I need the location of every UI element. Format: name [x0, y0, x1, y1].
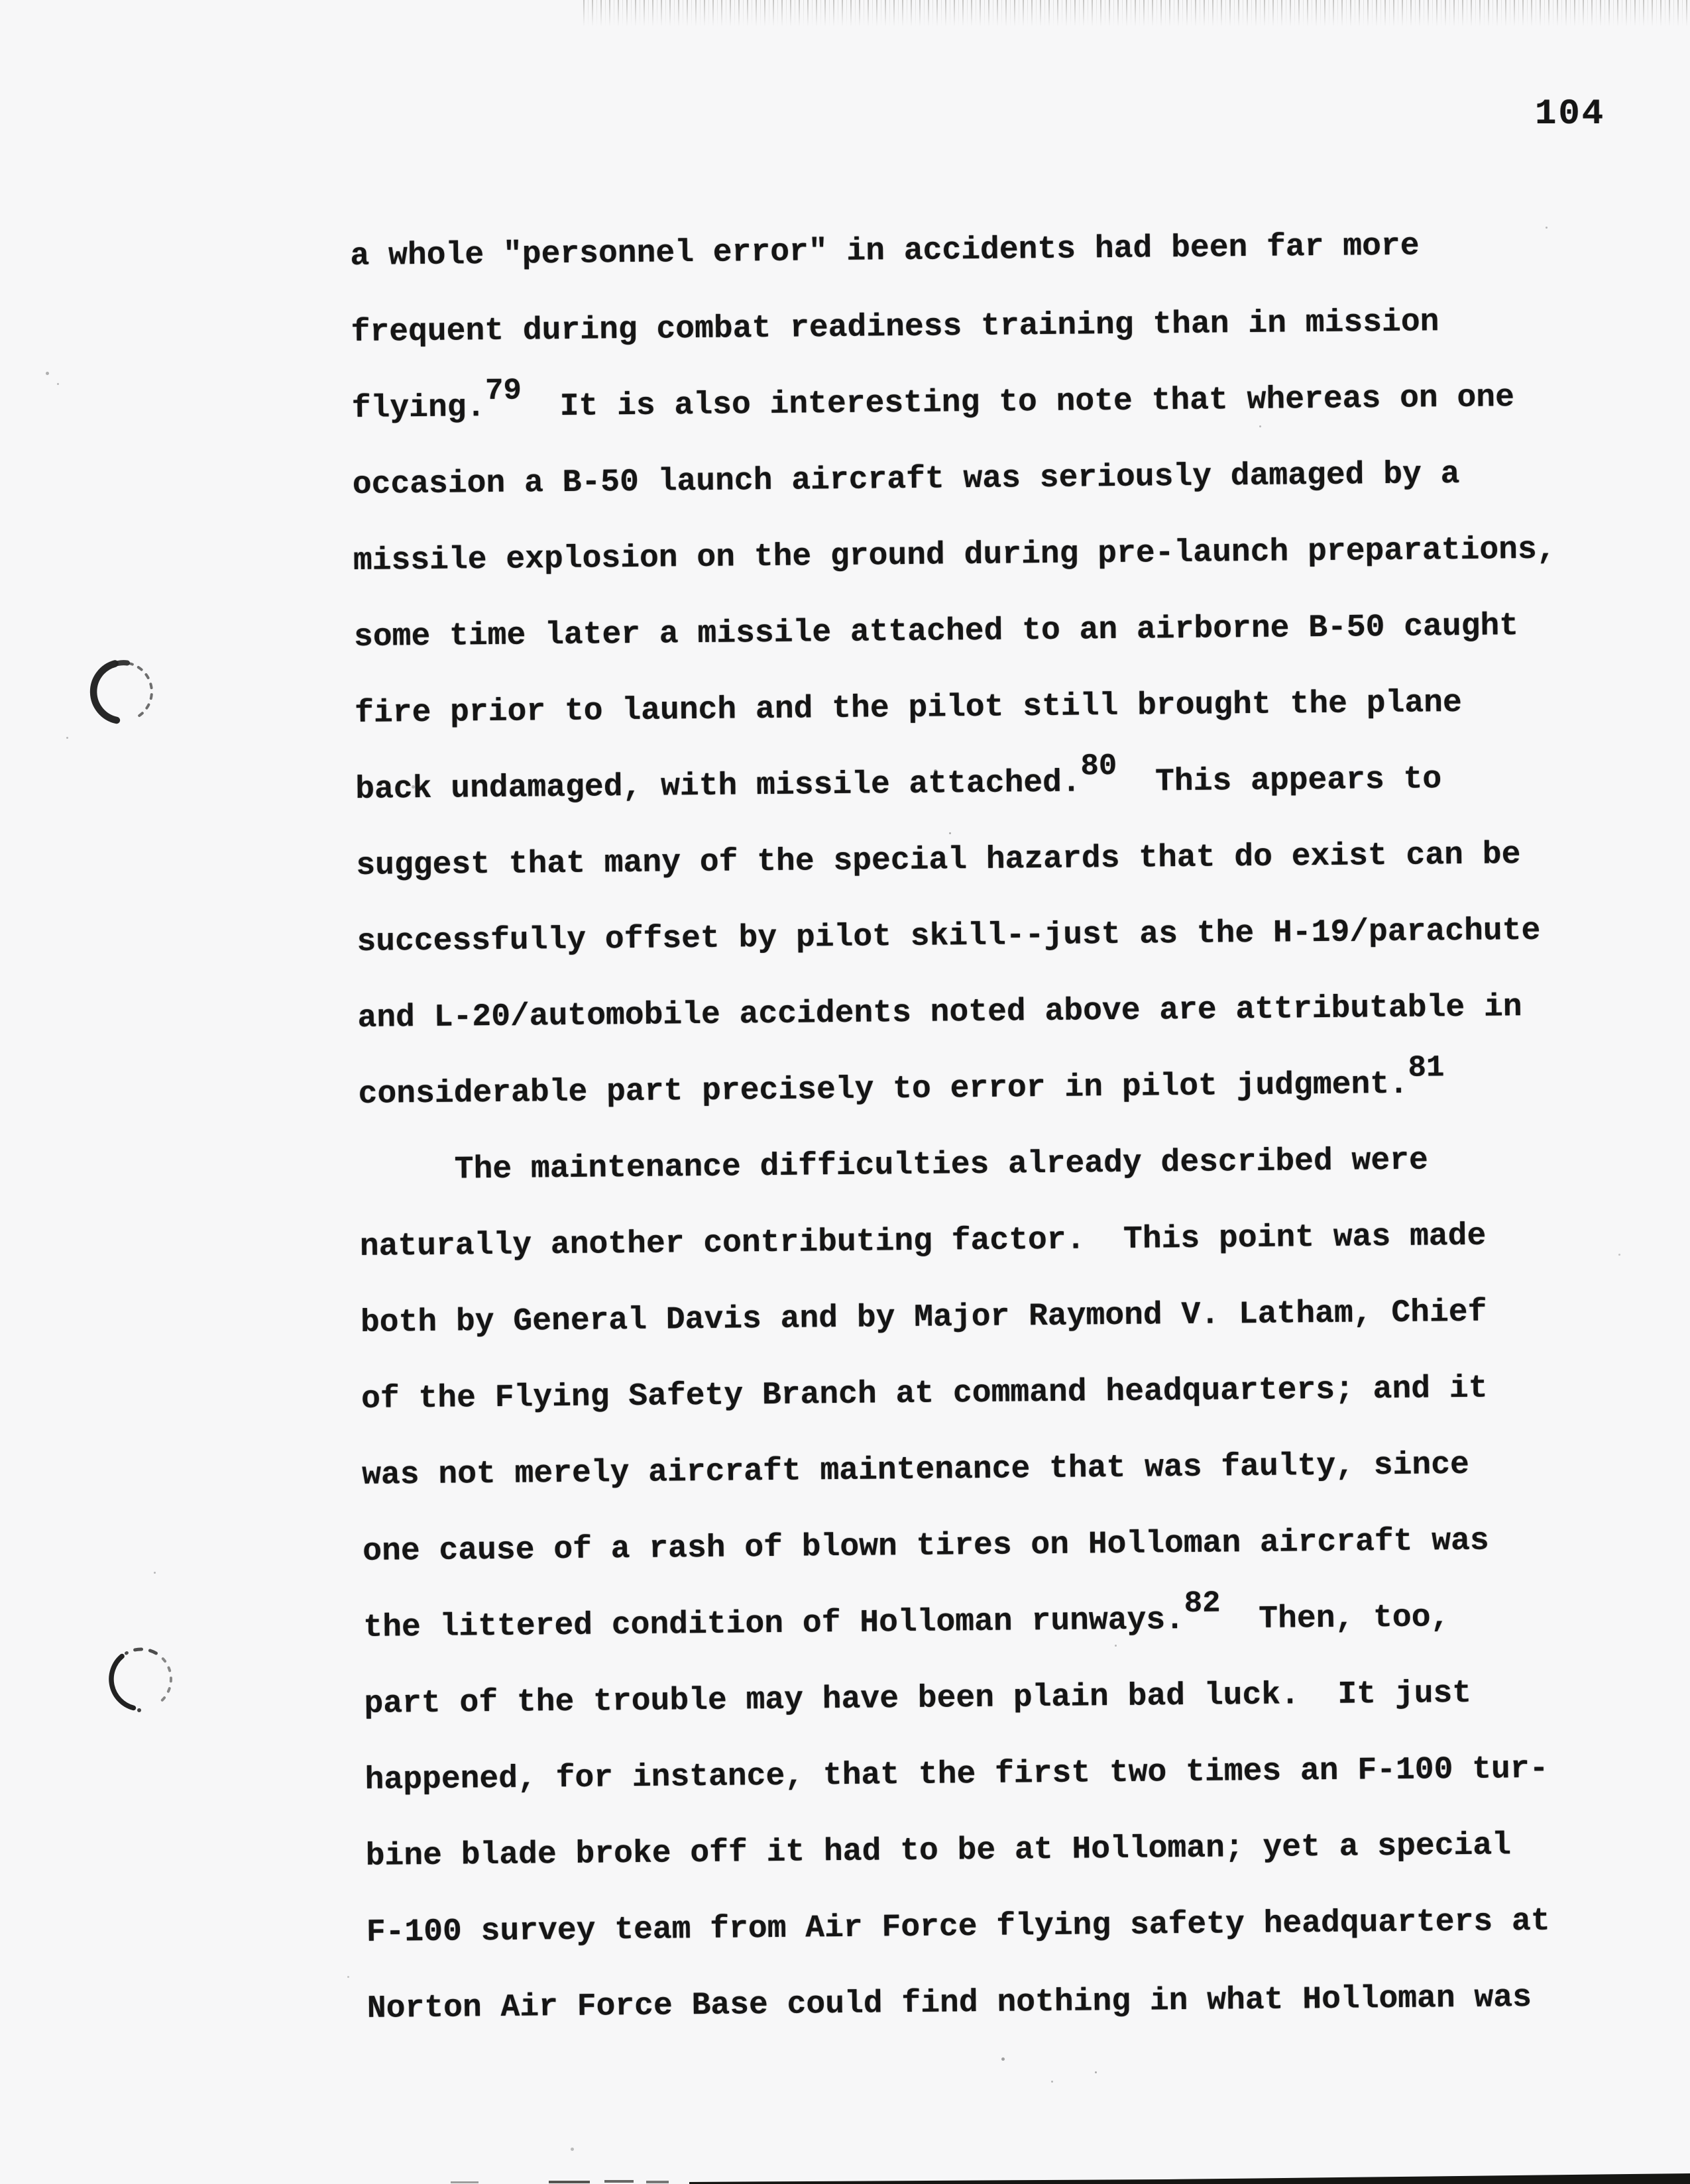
- ring-mark-2: [105, 1643, 184, 1723]
- text-line: [362, 1426, 1622, 1514]
- text-line: [359, 1121, 1618, 1209]
- text-segment: some time later a missile attached to an airborne B-50 caught: [353, 608, 1519, 655]
- text-line: [365, 1731, 1624, 1819]
- footnote-reference: 82: [1184, 1586, 1221, 1621]
- text-line: [366, 1959, 1626, 2048]
- text-line: [351, 359, 1611, 447]
- text-line: [363, 1502, 1622, 1590]
- text-segment: naturally another contributing factor. This point was made: [359, 1218, 1487, 1265]
- text-segment: one cause of a rash of blown tires on Holloman aircraft was: [363, 1523, 1489, 1570]
- text-segment: of the Flying Safety Branch at command headquarters; and it: [361, 1370, 1488, 1417]
- text-segment: happened, for instance, that the first two times an F-100 tur-: [365, 1751, 1549, 1798]
- text-segment: successfully offset by pilot skill--just as the H-19/parachute: [357, 912, 1541, 960]
- text-segment: both by General Davis and by Major Raymond V. Latham, Chief: [360, 1294, 1487, 1341]
- text-line: [366, 1883, 1626, 1971]
- text-line: [354, 588, 1614, 676]
- text-segment: the littered condition of Holloman runways.: [363, 1602, 1185, 1646]
- text-line: [359, 1197, 1619, 1285]
- text-line: [365, 1807, 1625, 1895]
- text-segment: fire prior to launch and the pilot still brought the plane: [354, 684, 1463, 732]
- text-line: [357, 969, 1617, 1057]
- text-segment: suggest that many of the special hazards that do exist can be: [356, 837, 1521, 884]
- text-segment: frequent during combat readiness training than in mission: [351, 304, 1439, 351]
- text-segment: was not merely aircraft maintenance that was faulty, since: [361, 1447, 1470, 1494]
- text-line: [364, 1655, 1624, 1743]
- text-segment: back undamaged, with missile attached.: [355, 765, 1082, 808]
- text-line: [353, 512, 1612, 600]
- page-number: 104: [1535, 94, 1606, 135]
- text-segment: Norton Air Force Base could find nothing in what Holloman was: [366, 1980, 1532, 2027]
- text-line: [350, 207, 1610, 295]
- text-line: [355, 740, 1615, 828]
- text-segment: F-100 survey team from Air Force flying safety headquarters at: [366, 1903, 1550, 1951]
- text-segment: The maintenance difficulties already described were: [359, 1142, 1429, 1189]
- text-line: [360, 1274, 1620, 1362]
- scan-noise-top-edge: [583, 0, 1690, 29]
- text-line: [358, 1045, 1618, 1133]
- text-line: [363, 1578, 1623, 1666]
- scan-specks: [0, 0, 2, 2]
- text-segment: flying.: [351, 390, 486, 427]
- text-segment: considerable part precisely to error in pilot judgment.: [358, 1066, 1409, 1113]
- footnote-reference: 80: [1080, 748, 1117, 784]
- scan-edge-bottom: [0, 2164, 1690, 2184]
- text-segment: bine blade broke off it had to be at Holloman; yet a special: [365, 1828, 1512, 1875]
- text-segment: and L-20/automobile accidents noted above are attributable in: [357, 989, 1522, 1036]
- text-segment: a whole "personnel error" in accidents had been far more: [350, 228, 1420, 274]
- document-text: [350, 207, 1626, 2048]
- footnote-reference: 79: [484, 373, 522, 408]
- text-segment: It is also interesting to note that whereas on one: [521, 380, 1515, 425]
- text-line: [351, 283, 1610, 371]
- text-segment: This appears to: [1117, 761, 1442, 800]
- text-segment: Then, too,: [1220, 1600, 1450, 1638]
- text-segment: occasion a B-50 launch aircraft was seriously damaged by a: [352, 456, 1460, 503]
- text-line: [357, 893, 1616, 981]
- text-line: [352, 435, 1612, 523]
- text-line: [356, 816, 1616, 904]
- footnote-reference: 81: [1408, 1050, 1445, 1085]
- text-line: [361, 1350, 1621, 1438]
- ring-mark-1: [86, 655, 166, 734]
- text-segment: part of the trouble may have been plain bad luck. It just: [364, 1675, 1472, 1722]
- text-segment: missile explosion on the ground during pre-launch preparations,: [353, 531, 1556, 579]
- text-line: [355, 664, 1614, 752]
